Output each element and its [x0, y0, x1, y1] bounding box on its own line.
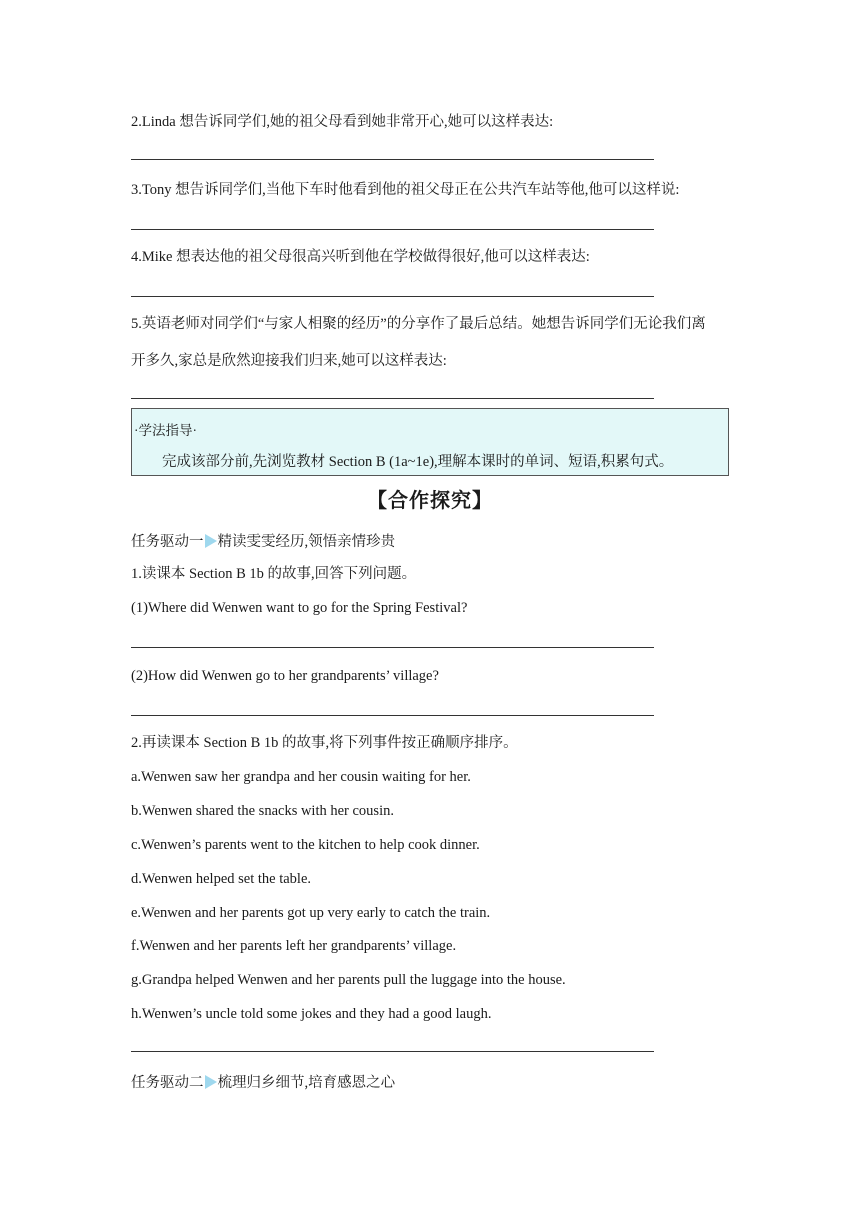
question-2-prompt: 2.再读课本 Section B 1b 的故事,将下列事件按正确顺序排序。	[131, 735, 518, 751]
question-5-line-1: 5.英语老师对同学们“与家人相聚的经历”的分享作了最后总结。她想告诉同学们无论我们离	[131, 316, 706, 332]
study-guide-body: 完成该部分前,先浏览教材 Section B (1a~1e),理解本课时的单词、短语,积累句式。	[162, 454, 674, 470]
event-item: h.Wenwen’s uncle told some jokes and they had a good laugh.	[131, 1006, 492, 1022]
study-guide-box	[131, 408, 729, 476]
arrow-right-icon	[205, 534, 217, 548]
question-1-prompt: 1.读课本 Section B 1b 的故事,回答下列问题。	[131, 566, 417, 582]
event-item: d.Wenwen helped set the table.	[131, 871, 312, 887]
question-3: 3.Tony 想告诉同学们,当他下车时他看到他的祖父母正在公共汽车站等他,他可以这样说:	[131, 182, 680, 198]
task-2-title: 梳理归乡细节,培育感恩之心	[217, 1075, 396, 1091]
task-1-title: 精读雯雯经历,领悟亲情珍贵	[217, 534, 396, 550]
answer-line	[131, 229, 654, 230]
answer-line	[131, 296, 654, 297]
event-item: f.Wenwen and her parents left her grandparents’ village.	[131, 938, 457, 954]
answer-line	[131, 647, 654, 648]
answer-line	[131, 715, 654, 716]
question-4: 4.Mike 想表达他的祖父母很高兴听到他在学校做得很好,他可以这样表达:	[131, 249, 590, 265]
question-2: 2.Linda 想告诉同学们,她的祖父母看到她非常开心,她可以这样表达:	[131, 114, 554, 130]
event-item: a.Wenwen saw her grandpa and her cousin waiting for her.	[131, 769, 471, 785]
task-1-prefix: 任务驱动一	[131, 534, 204, 550]
question-1-sub-1: (1)Where did Wenwen want to go for the Spring Festival?	[131, 600, 468, 616]
answer-line	[131, 1051, 654, 1052]
arrow-right-icon	[205, 1075, 217, 1089]
section-heading: 【合作探究】	[367, 488, 493, 512]
task-1-label	[131, 530, 395, 551]
answer-line	[131, 398, 654, 399]
event-item: b.Wenwen shared the snacks with her cousin.	[131, 803, 394, 819]
answer-line	[131, 159, 654, 160]
task-2-prefix: 任务驱动二	[131, 1075, 204, 1091]
event-item: g.Grandpa helped Wenwen and her parents pull the luggage into the house.	[131, 972, 566, 988]
question-1-sub-2: (2)How did Wenwen go to her grandparents’ village?	[131, 668, 439, 684]
event-item: c.Wenwen’s parents went to the kitchen to help cook dinner.	[131, 837, 480, 853]
study-guide-title: ·学法指导·	[134, 423, 197, 438]
task-2-label	[131, 1071, 395, 1092]
question-5-line-2: 开多久,家总是欣然迎接我们归来,她可以这样表达:	[131, 353, 447, 369]
event-item: e.Wenwen and her parents got up very early to catch the train.	[131, 905, 491, 921]
